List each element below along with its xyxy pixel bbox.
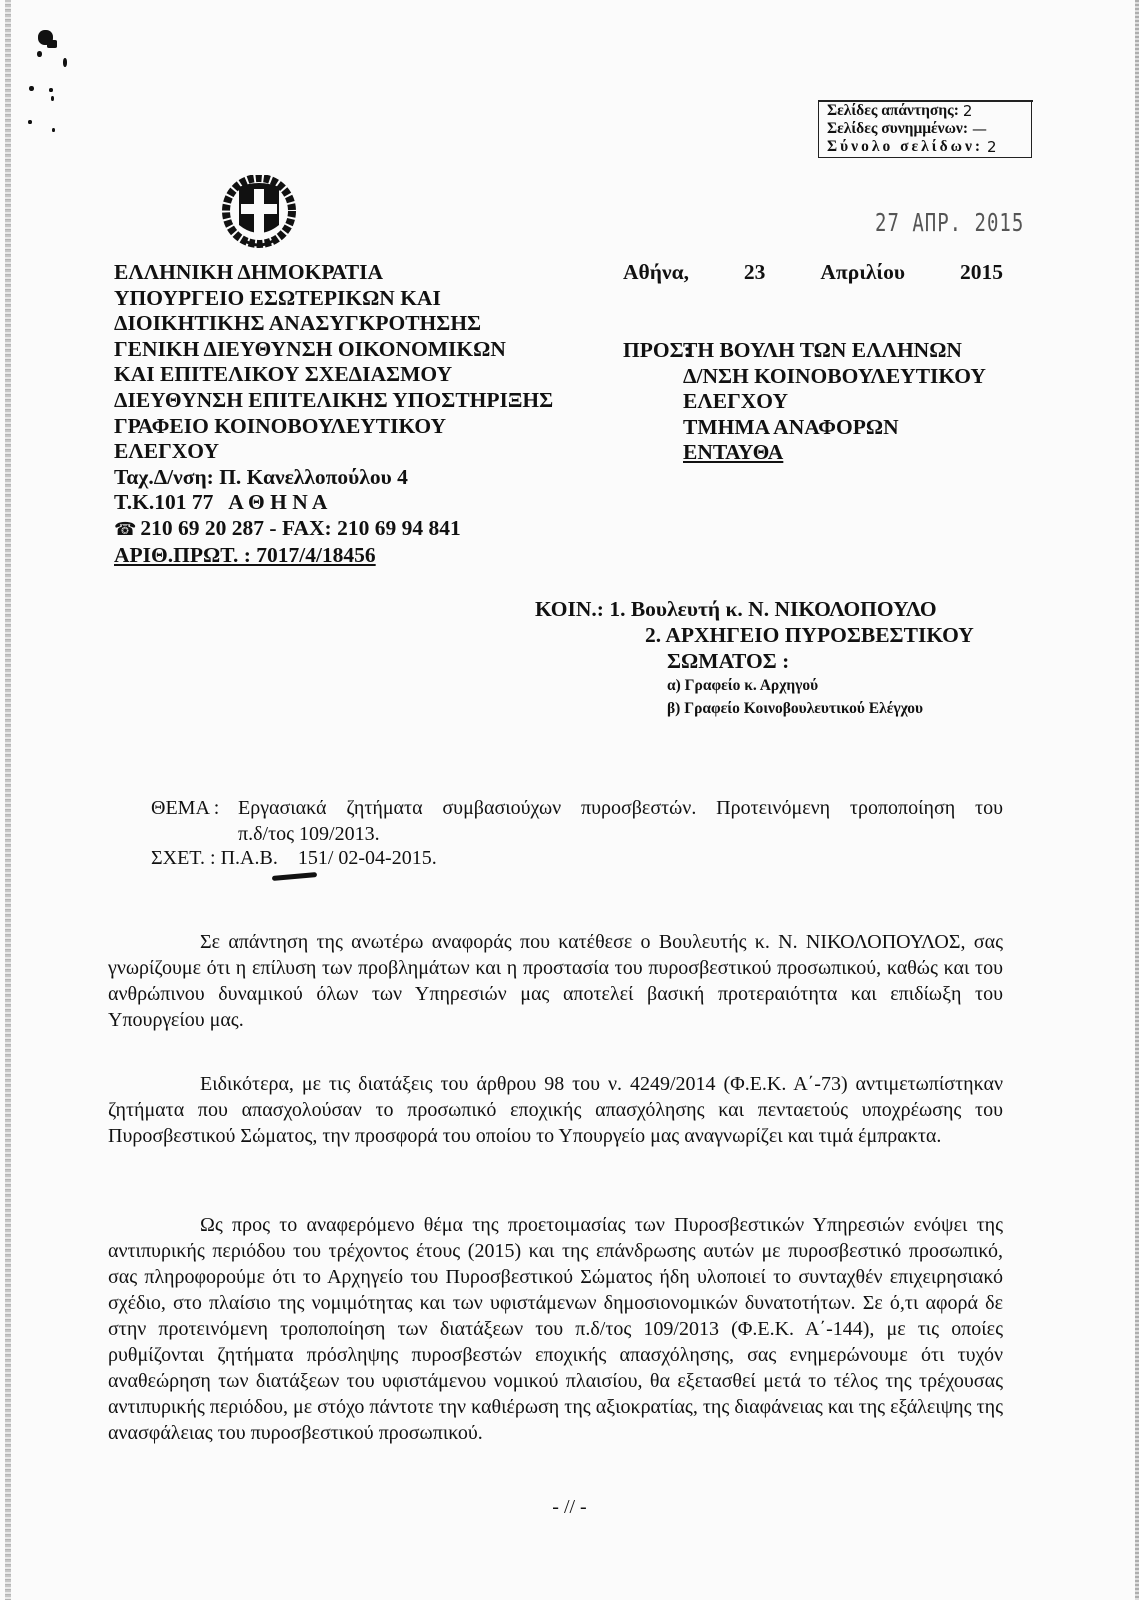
recipient-block: [623, 338, 986, 466]
page-count-row-attachments: Σελίδες συνημμένων: —: [827, 120, 987, 138]
body-paragraph-1: Σε απάντηση της ανωτέρω αναφοράς που κατέθεσε ο Βουλευτής κ. Ν. ΝΙΚΟΛΟΠΟΥΛΟΣ, σας γνωρίζουμε ότι η επίλυση των προβλημάτων και η προστασία του πυροσβεστικού προσωπικού, καθώς και του ανθρώπινου δυναμικού όλων των Υπηρεσιών μας αποτελεί βασική προτεραιότητα και επιδίωξη του Υπουργείου μας.: [108, 931, 1003, 1031]
received-date-stamp: 27 ΑΠΡ. 2015: [875, 208, 1025, 238]
body-paragraph-2: Ειδικότερα, με τις διατάξεις του άρθρου 98 του ν. 4249/2014 (Φ.Ε.Κ. Α΄-73) αντιμετωπίστηκαν ζητήματα που απασχολούσαν το προσωπικό εποχικής απασχόλησης και πενταετούς υποχρέωσης του Πυροσβεστικού Σώματος, την προσφορά του οποίου το Υπουργείο μας αναγνωρίζει και τιμά έμπρακτα.: [108, 1073, 1003, 1147]
sender-line: ΕΛΕΓΧΟΥ: [114, 439, 219, 464]
handwritten-underline-mark: [272, 872, 317, 881]
date-month: Απριλίου: [820, 260, 906, 284]
sender-line: ΕΛΛΗΝΙΚΗ ΔΗΜΟΚΡΑΤΙΑ: [114, 260, 384, 284]
sender-postal: Τ.Κ.101 77 Α Θ Η Ν Α: [114, 490, 328, 515]
sender-line: ΥΠΟΥΡΓΕΙΟ ΕΣΩΤΕΡΙΚΩΝ ΚΑΙ: [114, 285, 441, 310]
scan-edge-right: [1135, 0, 1139, 1600]
cc-item-1: 1. Βουλευτή κ. Ν. ΝΙΚΟΛΟΠΟΥΛΟ: [609, 597, 937, 621]
subject-line-2: π.δ/τος 109/2013.: [238, 823, 380, 845]
sender-line: ΓΕΝΙΚΗ ΔΙΕΥΘΥΝΣΗ ΟΙΚΟΝΟΜΙΚΩΝ: [114, 336, 506, 361]
body-paragraph-3: Ως προς το αναφερόμενο θέμα της προετοιμασίας των Πυροσβεστικών Υπηρεσιών ενόψει της αντιπυρικής περιόδου του τρέχοντος έτους (2015) και της επάνδρωσης αυτών με πυροσβεστικό προσωπικό, σας πληροφορούμε ότι το Αρχηγείο του Πυροσβεστικού Σώματος ήδη υλοποιεί το συνταχθέν επιχειρησιακό σχέδιο, στο πλαίσιο της νομιμότητας και των υφιστάμενων δημοσιονομικών δυνατοτήτων. Σε ό,τι αφορά δε στην προτεινόμενη τροποποίηση των διατάξεων του π.δ/τος 109/2013 (Φ.Ε.Κ. Α΄-144), με τις οποίες ρυθμίζονται ζητήματα πρόσληψης πυροσβεστών εποχικής απασχόλησης, σας ενημερώνουμε ότι τυχόν αναθεώρηση των διατάξεων του υφιστάμενου νομικού πλαισίου, θα εξετασθεί μετά το τέλος της τρέχουσας αντιπυρικής περιόδου, με στόχο πάντοτε την καθιέρωση της αξιοκρατίας, της διαφάνειας και της εξάλειψης της ανασφάλειας του πυροσβεστικού προσωπικού.: [108, 1214, 1003, 1444]
sender-header: [114, 260, 553, 568]
letter-date: [623, 260, 1003, 285]
subject-line-1: Εργασιακά ζητήματα συμβασιούχων πυροσβεστών. Προτεινόμενη τροποποίηση του: [238, 797, 1003, 819]
page-count-box: [818, 100, 1032, 158]
sender-line: ΚΑΙ ΕΠΙΤΕΛΙΚΟΥ ΣΧΕΔΙΑΣΜΟΥ: [114, 362, 453, 387]
cc-label: ΚΟΙΝ.:: [535, 597, 604, 621]
subject-block: [151, 795, 1003, 847]
recipient-line: ΕΝΤΑΥΘΑ: [683, 440, 784, 465]
page-count-row-reply: Σελίδες απάντησης: 2: [827, 102, 973, 120]
date-day: 23: [743, 260, 766, 284]
sender-phone: 210 69 20 287 - FAX: 210 69 94 841: [140, 515, 461, 540]
scan-edge-left: [5, 0, 11, 1600]
greek-coat-of-arms-icon: [221, 175, 297, 251]
cc-sub-b: β) Γραφείο Κοινοβουλευτικού Ελέγχου: [667, 700, 924, 717]
recipient-line: ΤΜΗΜΑ ΑΝΑΦΟΡΩΝ: [683, 414, 899, 439]
cc-item-2: 2. ΑΡΧΗΓΕΙΟ ΠΥΡΟΣΒΕΣΤΙΚΟΥ: [645, 623, 974, 647]
date-year: 2015: [959, 260, 1003, 284]
sender-line: ΓΡΑΦΕΙΟ ΚΟΙΝΟΒΟΥΛΕΥΤΙΚΟΥ: [114, 413, 447, 438]
date-city: Αθήνα,: [623, 260, 689, 284]
continuation-mark: - // -: [552, 1496, 587, 1518]
page-count-row-total: Σύνολο σελίδων: 2: [827, 138, 997, 156]
sender-line: ΔΙΕΥΘΥΝΣΗ ΕΠΙΤΕΛΙΚΗΣ ΥΠΟΣΤΗΡΙΞΗΣ: [114, 387, 554, 412]
cc-block: [535, 596, 974, 720]
cc-sub-a: α) Γραφείο κ. Αρχηγού: [667, 677, 819, 694]
recipient-label: ΠΡΟΣ:: [623, 338, 691, 362]
recipient-line: Δ/ΝΣΗ ΚΟΙΝΟΒΟΥΛΕΥΤΙΚΟΥ: [683, 363, 986, 388]
recipient-line: ΤΗ ΒΟΥΛΗ ΤΩΝ ΕΛΛΗΝΩΝ: [683, 338, 962, 362]
sender-address: Ταχ.Δ/νση: Π. Κανελλοπούλου 4: [114, 464, 408, 489]
cc-item-2-cont: ΣΩΜΑΤΟΣ :: [667, 649, 790, 673]
recipient-line: ΕΛΕΓΧΟΥ: [683, 389, 788, 414]
protocol-number: ΑΡΙΘ.ΠΡΩΤ. : 7017/4/18456: [114, 542, 376, 567]
subject-label: ΘΕΜΑ :: [151, 797, 220, 819]
sender-line: ΔΙΟΙΚΗΤΙΚΗΣ ΑΝΑΣΥΓΚΡΟΤΗΣΗΣ: [114, 311, 482, 336]
scan-specks: [25, 18, 85, 138]
phone-icon: ☎: [114, 518, 137, 540]
reference-line: ΣΧΕΤ. : Π.Α.Β. 151/ 02-04-2015.: [151, 847, 437, 869]
sender-phone-line: [114, 516, 553, 543]
